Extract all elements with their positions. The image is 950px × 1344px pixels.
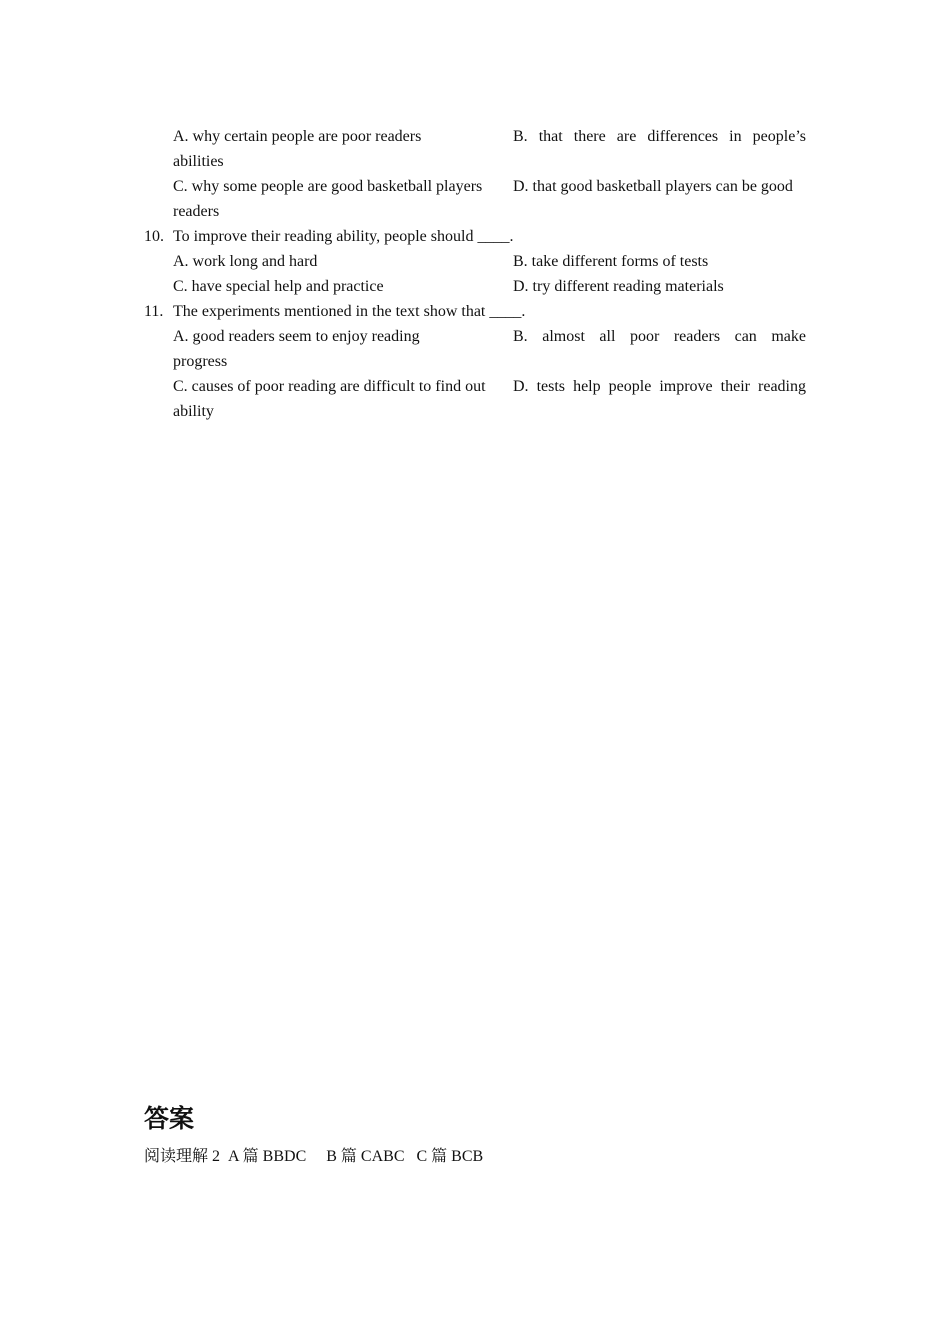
q11-option-d-continued: ability — [173, 403, 214, 420]
q10-option-a: A. work long and hard — [173, 253, 318, 270]
answers-heading: 答案 — [144, 1104, 195, 1133]
q11-option-c: C. causes of poor reading are difficult to find out — [173, 378, 486, 395]
q10-option-b: B. take different forms of tests — [513, 253, 709, 270]
q9-option-c: C. why some people are good basketball players — [173, 178, 483, 195]
q11-stem: The experiments mentioned in the text show that ____. — [173, 303, 526, 320]
q9-option-d-continued: readers — [173, 203, 220, 220]
q11-number: 11. — [144, 303, 164, 320]
q10-number: 10. — [144, 228, 164, 245]
q10-option-d: D. try different reading materials — [513, 278, 724, 295]
q9-option-b-continued: abilities — [173, 153, 224, 170]
q11-option-d: D. tests help people improve their reading — [513, 378, 806, 395]
q9-option-b: B. that there are differences in people’s — [513, 128, 806, 145]
q10-stem: To improve their reading ability, people should ____. — [173, 228, 514, 245]
q11-option-b: B. almost all poor readers can make — [513, 328, 806, 345]
q9-option-d: D. that good basketball players can be good — [513, 178, 793, 195]
q9-option-a: A. why certain people are poor readers — [173, 128, 422, 145]
q11-option-a: A. good readers seem to enjoy reading — [173, 328, 420, 345]
q11-option-b-continued: progress — [173, 353, 228, 370]
q10-option-c: C. have special help and practice — [173, 278, 384, 295]
answers-text: 阅读理解 2 A 篇 BBDC B 篇 CABC C 篇 BCB — [144, 1148, 484, 1165]
